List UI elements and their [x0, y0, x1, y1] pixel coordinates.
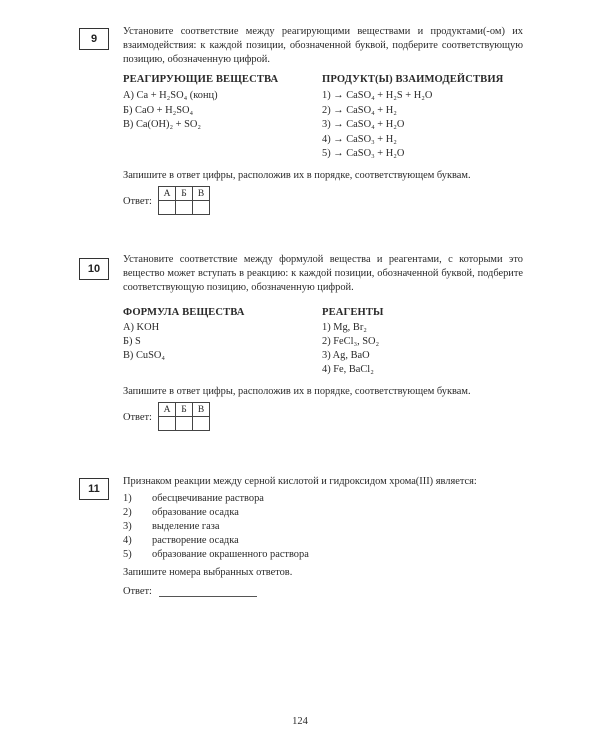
- task-9-instruction: Запишите в ответ цифры, расположив их в порядке, соответствующем буквам.: [123, 170, 471, 181]
- task-9-left-heading: РЕАГИРУЮЩИЕ ВЕЩЕСТВА: [123, 74, 279, 85]
- task-11-option-text: образование осадка: [152, 507, 239, 518]
- task-10-prompt: Установите соответствие между формулой вещества и реагентами, с которыми это вещество может вступать в реакцию: к каждой позиции, обозначенной буквой, подберите соответствующую позицию, обозначенную цифрой.: [123, 254, 523, 293]
- task-9-right-heading: ПРОДУКТ(Ы) ВЗАИМОДЕЙСТВИЯ: [322, 74, 504, 85]
- task-11-option-number: 3): [123, 521, 132, 532]
- answer-header-c: В: [193, 187, 210, 201]
- task-11-option-number: 1): [123, 493, 132, 504]
- task-11-option-text: растворение осадка: [152, 535, 239, 546]
- task-11-option-text: обесцвечивание раствора: [152, 493, 264, 504]
- task-10-right-heading: РЕАГЕНТЫ: [322, 307, 384, 318]
- answer-cell-c[interactable]: [193, 201, 210, 215]
- task-9-prompt: Установите соответствие между реагирующими веществами и продуктами(-ом) их взаимодействия: к каждой позиции, обозначенной буквой, подберите соответствующую позицию, обозначенную цифрой.: [123, 26, 523, 65]
- page-number: 124: [292, 716, 308, 727]
- task-9-reactant-a: А) Ca + H₂SO₄ (конц): [123, 90, 218, 101]
- task-10-formula-a: А) KOH: [123, 322, 160, 333]
- answer-cell-b[interactable]: [176, 201, 193, 215]
- task-11-prompt: Признаком реакции между серной кислотой и гидроксидом хрома(III) является:: [123, 476, 477, 487]
- answer-cell-c[interactable]: [193, 417, 210, 431]
- task-10-formula-b: Б) S: [123, 336, 141, 347]
- task-9-product-2: 2) → CaSO₄ + H₂: [322, 105, 397, 116]
- task-9-product-3: 3) → CaSO₄ + H₂O: [322, 119, 405, 130]
- task-11-option-number: 5): [123, 549, 132, 560]
- task-9-reactant-c: В) Ca(OH)₂ + SO₂: [123, 119, 202, 130]
- task-11-option-text: выделение газа: [152, 521, 220, 532]
- task-10-instruction: Запишите в ответ цифры, расположив их в порядке, соответствующем буквам.: [123, 386, 471, 397]
- task-9-answer-label: Ответ:: [123, 196, 152, 207]
- answer-cell-a[interactable]: [159, 201, 176, 215]
- task-10-answer-table: [158, 402, 210, 431]
- answer-header-b: Б: [176, 187, 193, 201]
- task-11-answer-label: Ответ:: [123, 586, 152, 597]
- task-11-option-number: 2): [123, 507, 132, 518]
- answer-header-a: А: [159, 403, 176, 417]
- task-10-formula-c: В) CuSO₄: [123, 350, 166, 361]
- task-9-answer-table: [158, 186, 210, 215]
- task-10-reagent-3: 3) Ag, BaO: [322, 350, 370, 361]
- task-10-answer-label: Ответ:: [123, 412, 152, 423]
- task-11-answer-line[interactable]: [159, 596, 257, 597]
- task-10-reagent-1: 1) Mg, Br₂: [322, 322, 367, 333]
- task-10-number: 10: [79, 258, 109, 280]
- answer-header-b: Б: [176, 403, 193, 417]
- task-11-option-text: образование окрашенного раствора: [152, 549, 309, 560]
- answer-header-c: В: [193, 403, 210, 417]
- task-9-product-4: 4) → CaSO₃ + H₂: [322, 134, 397, 145]
- task-11-number: 11: [79, 478, 109, 500]
- answer-cell-b[interactable]: [176, 417, 193, 431]
- task-10-left-heading: ФОРМУЛА ВЕЩЕСТВА: [123, 307, 245, 318]
- task-9-product-5: 5) → CaSO₃ + H₂O: [322, 148, 405, 159]
- answer-cell-a[interactable]: [159, 417, 176, 431]
- task-10-reagent-2: 2) FeCl₃, SO₂: [322, 336, 380, 347]
- task-9-product-1: 1) → CaSO₄ + H₂S + H₂O: [322, 90, 433, 101]
- task-9-number: 9: [79, 28, 109, 50]
- task-11-instruction: Запишите номера выбранных ответов.: [123, 567, 293, 578]
- task-11-option-number: 4): [123, 535, 132, 546]
- task-9-reactant-b: Б) CaO + H₂SO₄: [123, 105, 194, 116]
- answer-header-a: А: [159, 187, 176, 201]
- task-10-reagent-4: 4) Fe, BaCl₂: [322, 364, 374, 375]
